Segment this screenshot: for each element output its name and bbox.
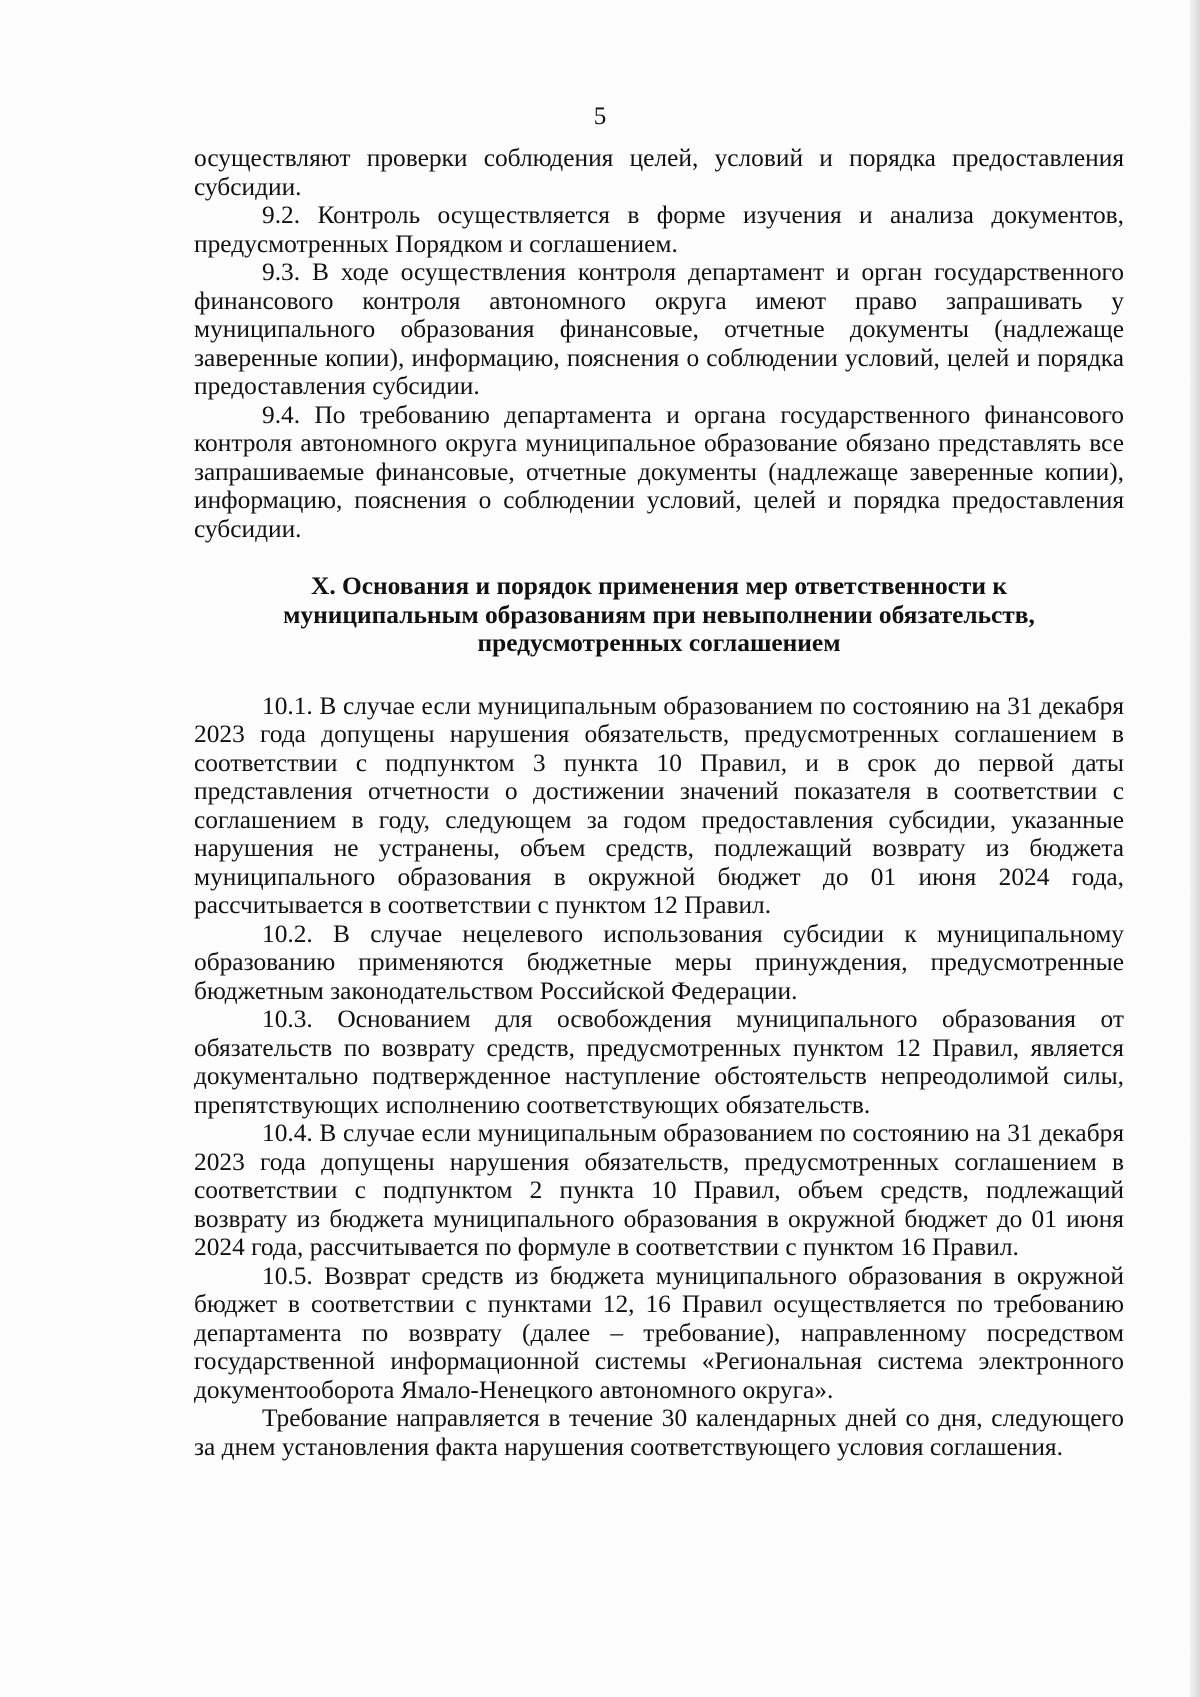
paragraph-10-1: 10.1. В случае если муниципальным образованием по состоянию на 31 декабря 2023 года допущены нарушения обязательств, предусмотренных соглашением в соответствии с подпунктом 3 пункта 10 Правил, и в срок до первой даты представления отчетности о достижении значений показателя в соответствии с соглашением в году, следующем за годом предоставления субсидии, указанные нарушения не устранены, объем средств, подлежащий возврату из бюджета муниципального образования в окружной бюджет до 01 июня 2024 года, рассчитывается в соответствии с пунктом 12 Правил. [194, 691, 1124, 919]
paragraph-10-4: 10.4. В случае если муниципальным образованием по состоянию на 31 декабря 2023 года допущены нарушения обязательств, предусмотренных соглашением в соответствии с подпунктом 2 пункта 10 Правил, объем средств, подлежащий возврату из бюджета муниципального образования в окружной бюджет до 01 июня 2024 года, рассчитывается по формуле в соответствии с пунктом 16 Правил. [194, 1119, 1124, 1261]
document-body [194, 144, 1124, 1461]
paragraph-9-3: 9.3. В ходе осуществления контроля департамент и орган государственного финансового контроля автономного округа имеют право запрашивать у муниципального образования финансовые, отчетные документы (надлежаще заверенные копии), информацию, пояснения о соблюдении условий, целей и порядка предоставления субсидии. [194, 258, 1124, 400]
page-number: 5 [593, 103, 607, 130]
page-edge-shadow [1190, 0, 1200, 1697]
paragraph-9-2: 9.2. Контроль осуществляется в форме изучения и анализа документов, предусмотренных Порядком и соглашением. [194, 201, 1124, 258]
paragraph-10-2: 10.2. В случае нецелевого использования субсидии к муниципальному образованию применяются бюджетные меры принуждения, предусмотренные бюджетным законодательством Российской Федерации. [194, 919, 1124, 1005]
paragraph-continuation: осуществляют проверки соблюдения целей, условий и порядка предоставления субсидии. [194, 144, 1124, 201]
paragraph-requirement: Требование направляется в течение 30 календарных дней со дня, следующего за днем установления факта нарушения соответствующего условия соглашения. [194, 1404, 1124, 1461]
section-heading: X. Основания и порядок применения мер ответственности к муниципальным образованиям при невыполнении обязательств, предусмотренных соглашением [283, 572, 1035, 657]
paragraph-9-4: 9.4. По требованию департамента и органа государственного финансового контроля автономного округа муниципальное образование обязано представлять все запрашиваемые финансовые, отчетные документы (надлежаще заверенные копии), информацию, пояснения о соблюдении условий, целей и порядка предоставления субсидии. [194, 400, 1124, 543]
paragraph-10-5: 10.5. Возврат средств из бюджета муниципального образования в окружной бюджет в соответствии с пунктами 12, 16 Правил осуществляется по требованию департамента по возврату (далее – требование), направленному посредством государственной информационной системы «Региональная система электронного документооборота Ямало-Ненецкого автономного округа». [194, 1261, 1124, 1404]
paragraph-10-3: 10.3. Основанием для освобождения муниципального образования от обязательств по возврату средств, предусмотренных пунктом 12 Правил, является документально подтвержденное наступление обстоятельств непреодолимой силы, препятствующих исполнению соответствующих обязательств. [194, 1005, 1124, 1119]
